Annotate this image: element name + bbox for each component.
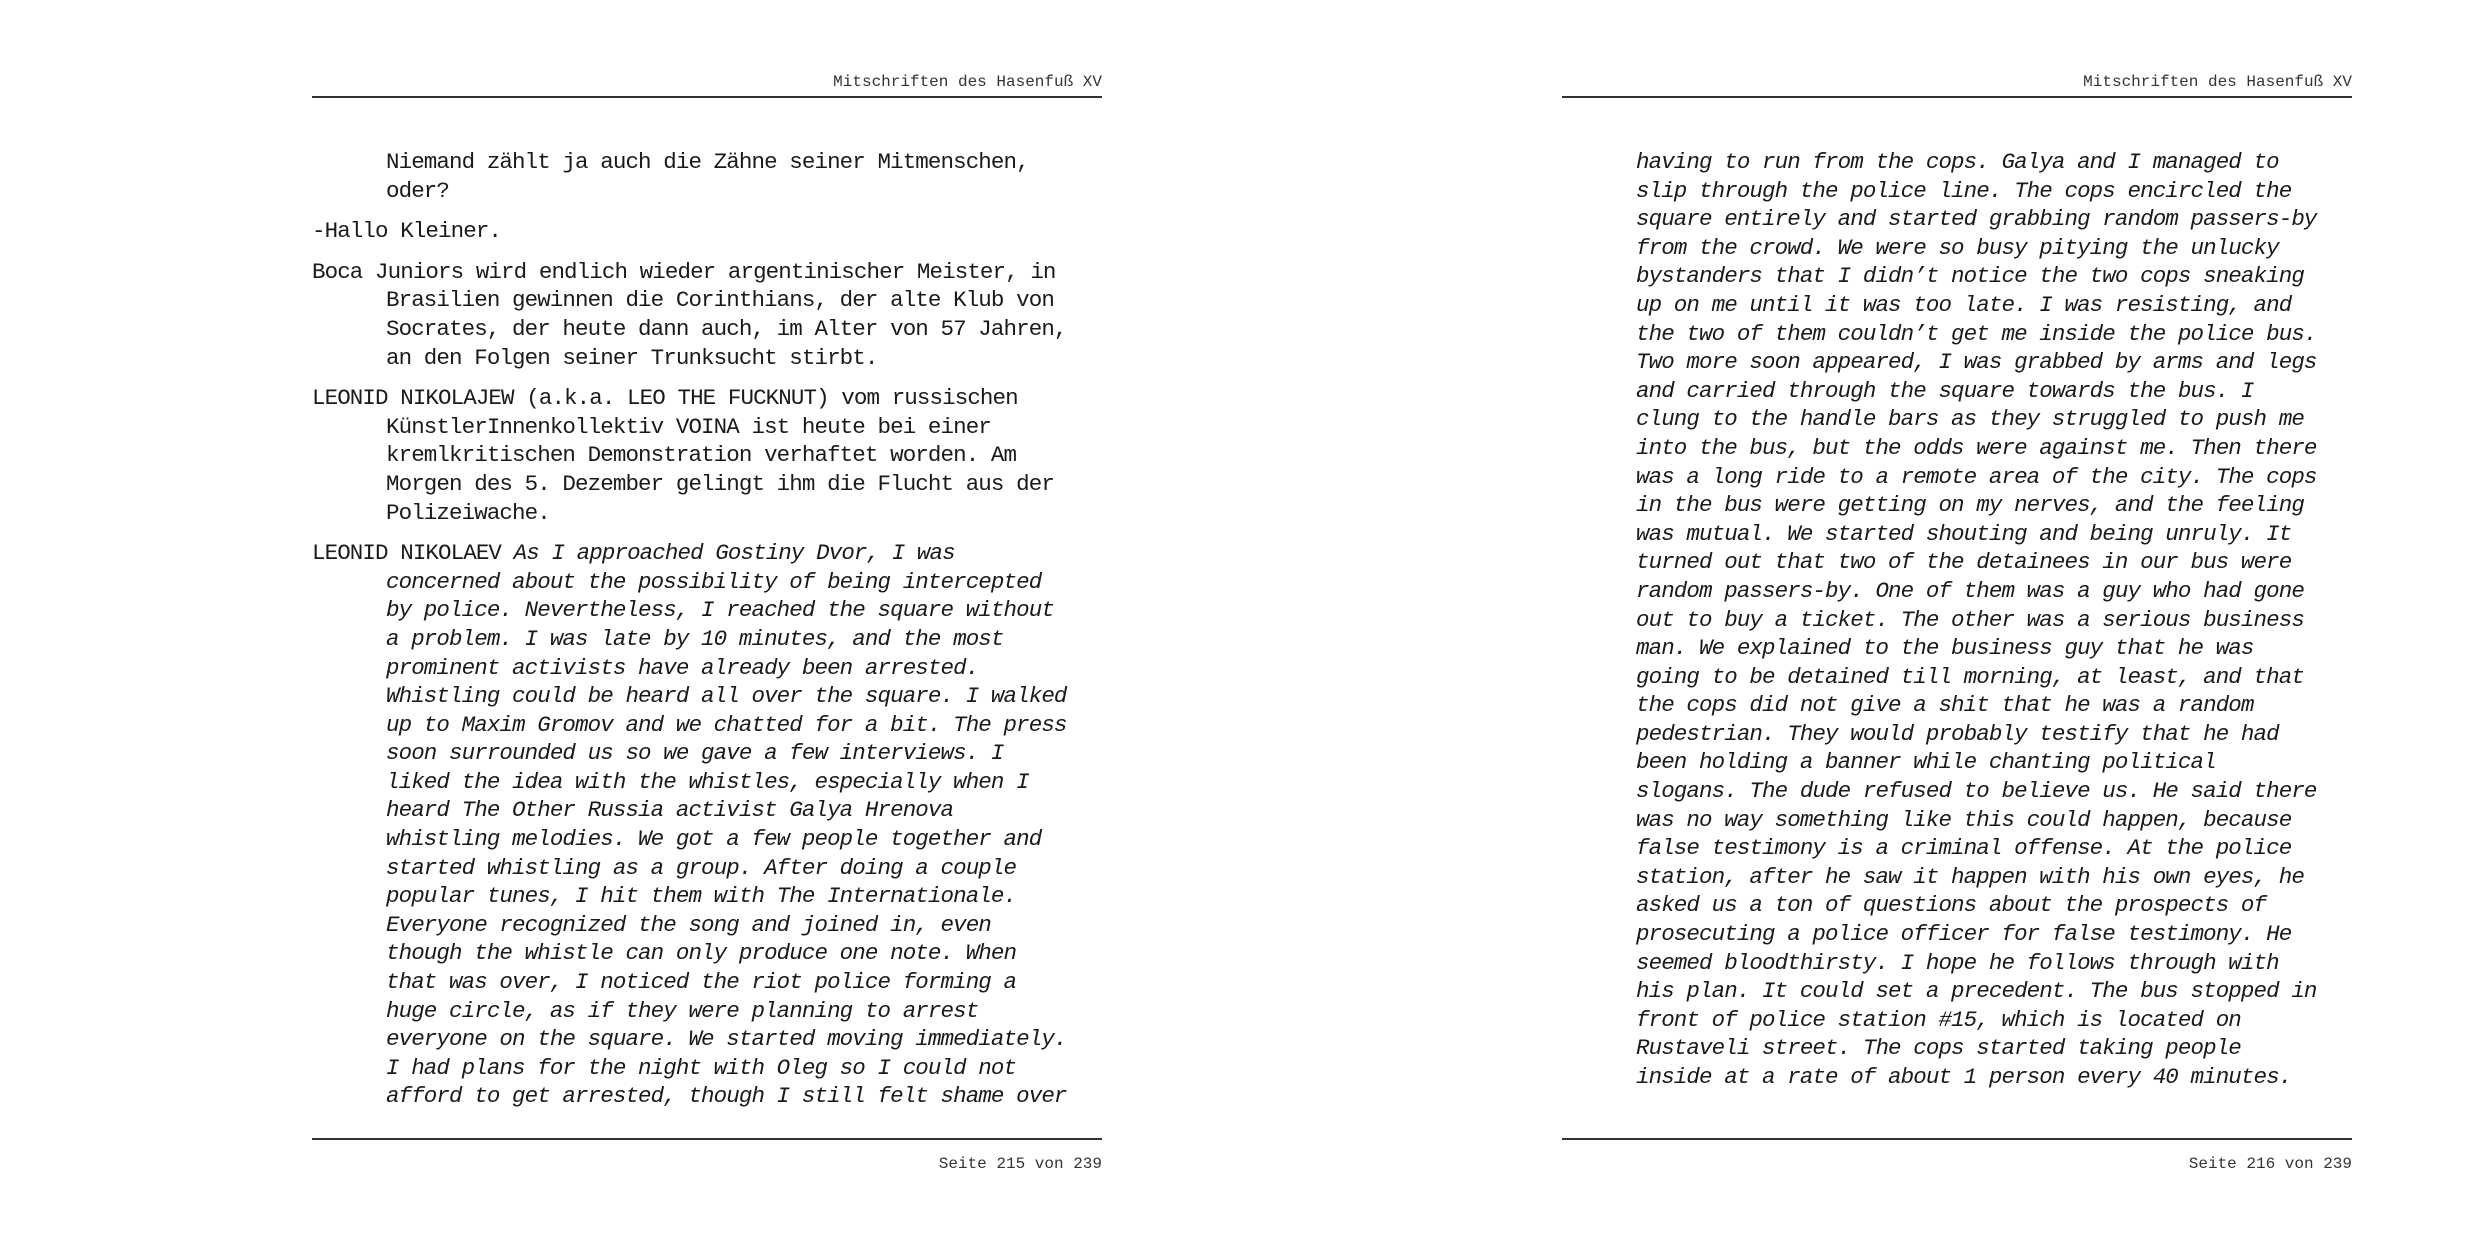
text-line: asked us a ton of questions about the prospects of bbox=[1636, 892, 2267, 919]
text-line: Two more soon appeared, I was grabbed by arms and legs bbox=[1636, 349, 2317, 376]
text-line: pedestrian. They would probably testify that he had bbox=[1636, 720, 2279, 747]
text-line: I had plans for the night with Oleg so I could not bbox=[386, 1054, 1017, 1081]
text-line: an den Folgen seiner Trunksucht stirbt. bbox=[386, 344, 878, 371]
text-line: Boca Juniors wird endlich wieder argentinischer Meister, in bbox=[312, 258, 1056, 285]
text-line: in the bus were getting on my nerves, and the feeling bbox=[1636, 492, 2304, 519]
text-line: Whistling could be heard all over the square. I walked bbox=[386, 683, 1067, 710]
paragraph bbox=[312, 148, 1102, 205]
text-line: that was over, I noticed the riot police forming a bbox=[386, 969, 1017, 996]
text-line: the cops did not give a shit that he was a random bbox=[1636, 692, 2254, 719]
text-line: station, after he saw it happen with his own eyes, he bbox=[1636, 863, 2304, 890]
text-line: and carried through the square towards the bus. I bbox=[1636, 377, 2254, 404]
text-line: Morgen des 5. Dezember gelingt ihm die Flucht aus der bbox=[386, 470, 1054, 497]
text-line: -Hallo Kleiner. bbox=[312, 218, 502, 245]
text-line: his plan. It could set a precedent. The bus stopped in bbox=[1636, 978, 2317, 1005]
text-line: by police. Nevertheless, I reached the square without bbox=[386, 597, 1054, 624]
paragraph bbox=[312, 539, 1102, 1111]
text-line: man. We explained to the business guy that he was bbox=[1636, 635, 2254, 662]
page-number: Seite 215 von 239 bbox=[938, 1155, 1102, 1173]
text-line: random passers-by. One of them was a guy who had gone bbox=[1636, 577, 2304, 604]
text-line: Niemand zählt ja auch die Zähne seiner Mitmenschen, bbox=[386, 149, 1029, 175]
text-line: prominent activists have already been arrested. bbox=[386, 654, 979, 681]
text-line: heard The Other Russia activist Galya Hrenova bbox=[386, 797, 954, 824]
text-line: afford to get arrested, though I still felt shame over bbox=[386, 1083, 1067, 1110]
text-line: up on me until it was too late. I was resisting, and bbox=[1636, 291, 2292, 318]
text-line: prosecuting a police officer for false testimony. He bbox=[1636, 921, 2292, 948]
text-line: front of police station #15, which is located on bbox=[1636, 1006, 2241, 1033]
text-line: a problem. I was late by 10 minutes, and the most bbox=[386, 625, 1004, 652]
text-line: everyone on the square. We started moving immediately. bbox=[386, 1026, 1067, 1053]
text-line: into the bus, but the odds were against me. Then there bbox=[1636, 434, 2317, 461]
page-body bbox=[1636, 148, 2352, 1092]
speaker-name: LEONID NIKOLAEV bbox=[312, 540, 502, 567]
text-line: Everyone recognized the song and joined in, even bbox=[386, 911, 991, 938]
text-line: Polizeiwache. bbox=[386, 499, 550, 526]
text-line: turned out that two of the detainees in our bus were bbox=[1636, 549, 2292, 576]
left-page bbox=[312, 0, 1102, 1240]
text-line: KünstlerInnenkollektiv VOINA ist heute bei einer bbox=[386, 413, 991, 440]
header-title: Mitschriften des Hasenfuß XV bbox=[2083, 73, 2352, 91]
text-line: oder? bbox=[386, 177, 450, 204]
text-line: huge circle, as if they were planning to arrest bbox=[386, 997, 979, 1024]
text-line: popular tunes, I hit them with The Internationale. bbox=[386, 883, 1017, 910]
text-line: square entirely and started grabbing random passers-by bbox=[1636, 206, 2317, 233]
text-line: Socrates, der heute dann auch, im Alter von 57 Jahren, bbox=[386, 315, 1067, 342]
paragraph bbox=[312, 384, 1102, 527]
page-number: Seite 216 von 239 bbox=[2188, 1155, 2352, 1173]
text-line: been holding a banner while chanting political bbox=[1636, 749, 2216, 776]
paragraph bbox=[312, 217, 1102, 246]
page-footer bbox=[312, 1138, 1102, 1174]
text-line: seemed bloodthirsty. I hope he follows through with bbox=[1636, 949, 2279, 976]
text-line: liked the idea with the whistles, especially when I bbox=[386, 768, 1029, 795]
text-line: was mutual. We started shouting and being unruly. It bbox=[1636, 520, 2292, 547]
page-body bbox=[312, 148, 1102, 1111]
text-line: started whistling as a group. After doing a couple bbox=[386, 854, 1017, 881]
text-line: having to run from the cops. Galya and I managed to bbox=[1636, 149, 2279, 175]
paragraph bbox=[312, 258, 1102, 372]
text-line: was no way something like this could happen, because bbox=[1636, 806, 2292, 833]
text-line bbox=[312, 539, 1102, 568]
text-line: slip through the police line. The cops encircled the bbox=[1636, 177, 2292, 204]
text-line: up to Maxim Gromov and we chatted for a bit. The press bbox=[386, 711, 1067, 738]
page-footer bbox=[1562, 1138, 2352, 1174]
text-line: from the crowd. We were so busy pitying the unlucky bbox=[1636, 234, 2279, 261]
text-line: Rustaveli street. The cops started taking people bbox=[1636, 1035, 2241, 1062]
text-line: concerned about the possibility of being intercepted bbox=[386, 568, 1042, 595]
page-header bbox=[312, 72, 1102, 98]
text-line: inside at a rate of about 1 person every 40 minutes. bbox=[1636, 1064, 2292, 1090]
text-line: clung to the handle bars as they struggled to push me bbox=[1636, 406, 2304, 433]
text-line: soon surrounded us so we gave a few interviews. I bbox=[386, 740, 1004, 767]
text-line: the two of them couldn’t get me inside the police bus. bbox=[1636, 320, 2317, 347]
text-line: Brasilien gewinnen die Corinthians, der alte Klub von bbox=[386, 287, 1054, 314]
text-line: out to buy a ticket. The other was a serious business bbox=[1636, 606, 2304, 633]
text-line: was a long ride to a remote area of the city. The cops bbox=[1636, 463, 2317, 490]
text-line: though the whistle can only produce one note. When bbox=[386, 940, 1017, 967]
text-line: whistling melodies. We got a few people together and bbox=[386, 826, 1042, 853]
header-title: Mitschriften des Hasenfuß XV bbox=[833, 73, 1102, 91]
text-line: slogans. The dude refused to believe us. He said there bbox=[1636, 778, 2317, 805]
text-line: LEONID NIKOLAJEW (a.k.a. LEO THE FUCKNUT) vom russischen bbox=[312, 385, 1018, 412]
text-line: kremlkritischen Demonstration verhaftet worden. Am bbox=[386, 442, 1017, 469]
page-header bbox=[1562, 72, 2352, 98]
text-line: bystanders that I didn’t notice the two cops sneaking bbox=[1636, 263, 2304, 290]
text-line: going to be detained till morning, at least, and that bbox=[1636, 663, 2304, 690]
quote-text: As I approached Gostiny Dvor, I was bbox=[513, 540, 955, 567]
text-line: false testimony is a criminal offense. At the police bbox=[1636, 835, 2292, 862]
right-page bbox=[1562, 0, 2352, 1240]
